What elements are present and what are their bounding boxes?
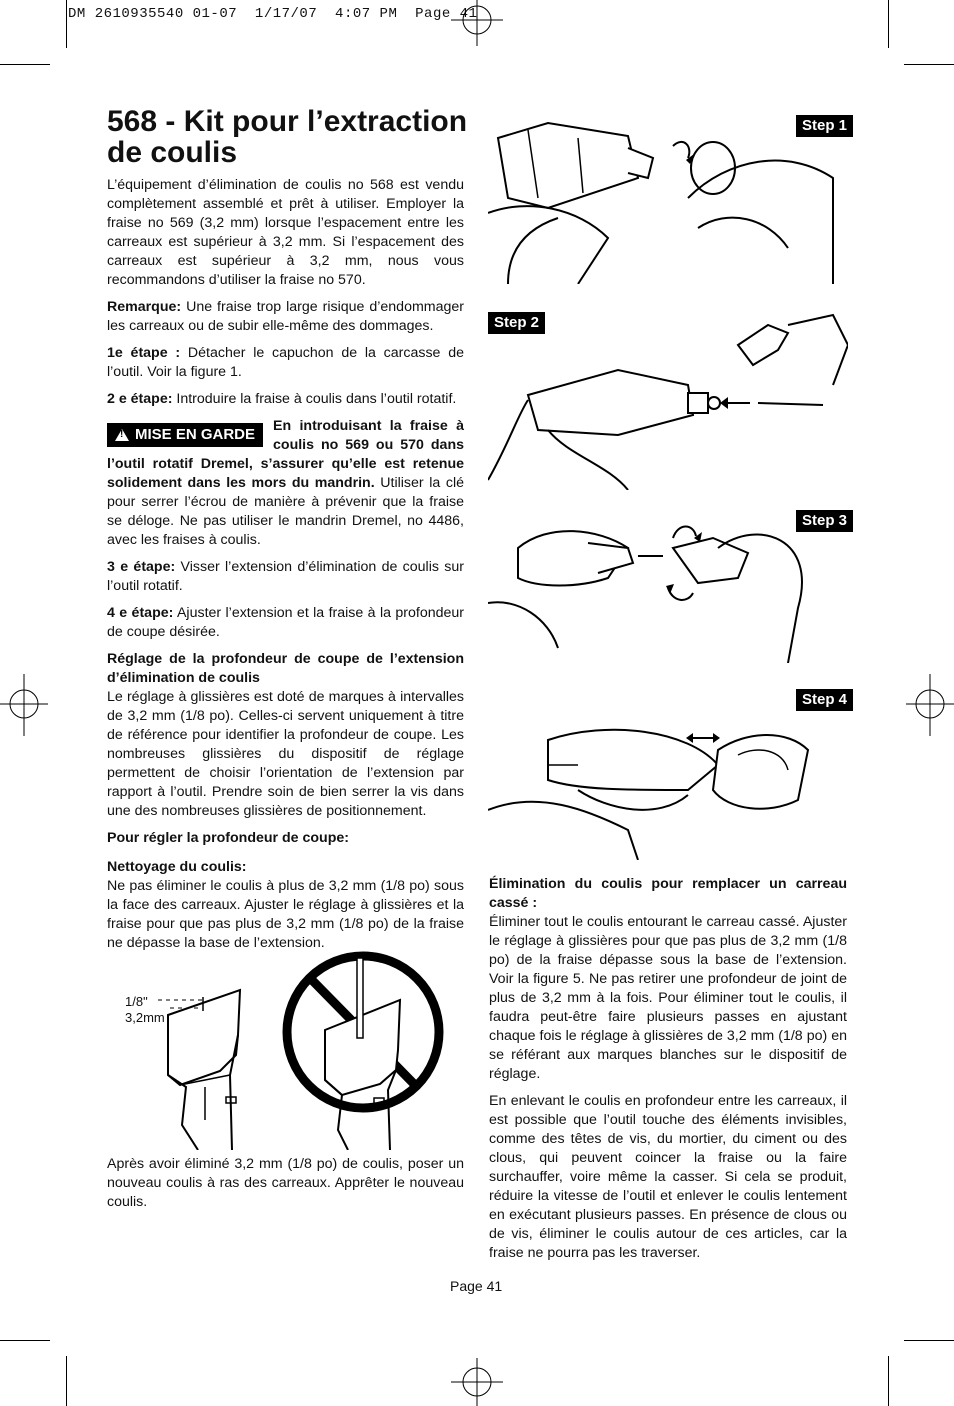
left-column — [107, 176, 464, 961]
elim-paragraph: Éliminer tout le coulis entourant le carreau cassé. Ajuster le réglage à glissières pour que pas plus de 3,2 mm (1/8 po) de la fraise dépasse sous la base de l’extension. Voir la figure 5. Ne pas retirer une profondeur de joint de plus de 3,2 mm à la fois. Pour éliminer tout le coulis, il faudra peut-être faire plusieurs passes en ajustant chaque fois le réglage à glissières de 3,2 mm (1/8 po) en se référant aux marques blanches sur le dispositif de réglage. — [489, 914, 847, 1082]
reglage-paragraph: Le réglage à glissières est doté de marques à intervalles de 3,2 mm (1/8 po). Celles-ci servent uniquement à titre de référence pour identifier la profondeur de coupe. Les nombreuses glissières du dispositif de réglage permettent de choisir l’orientation de l’extension par rapport à l’outil. Prendre soin de bien serrer la vis dans une des nombreuses glissières de positionnement. — [107, 689, 464, 819]
warning-triangle-icon — [115, 429, 129, 441]
right-column-text — [489, 875, 847, 1271]
remarque-paragraph — [107, 298, 464, 336]
warning-bold-text: En introduisant la fraise à coulis no 569 ou 570 dans l’outil rotatif Dremel, s’assurer qu’elle est retenue solidement dans les mors du mandrin. — [107, 418, 464, 491]
registration-mark-top — [447, 0, 507, 50]
step1-illustration — [488, 118, 848, 284]
step3-label: 3 e étape: — [107, 559, 176, 575]
step2-paragraph — [107, 390, 464, 409]
remarque-label: Remarque: — [107, 299, 182, 315]
step2-label: 2 e étape: — [107, 391, 173, 407]
step2-text: Introduire la fraise à coulis dans l’outil rotatif. — [172, 391, 457, 407]
pour-regler-heading — [107, 829, 464, 848]
step4-paragraph — [107, 604, 464, 642]
figure-label-mm: 3,2mm — [125, 1010, 165, 1025]
warning-text: Utiliser la clé pour serrer l’écrou de manière à prévenir que la fraise se déloge. Ne pas utiliser le mandrin Dremel, no 4486, avec les fraises à coulis. — [107, 475, 465, 548]
step1-paragraph — [107, 344, 464, 382]
step2-badge: Step 2 — [488, 312, 545, 334]
pour-regler-text: Pour régler la profondeur de coupe: — [107, 830, 350, 846]
step4-badge: Step 4 — [796, 689, 853, 711]
enlevant-paragraph: En enlevant le coulis en profondeur entre les carreaux, il est possible que l’outil touche des éléments invisibles, comme des têtes de vis, du mortier, du ciment ou des clous, qui peuvent coincer la fraise ou la faire surchauffer, voire même la casser. Si cela se produit, réduire la vitesse de l’outil et enlever le coulis lentement en exécutant plusieurs passes. En présence de clous ou de vis, éliminer le coulis autour de ces articles, car la fraise ne pourra pas les traverser. — [489, 1093, 847, 1261]
elim-heading-text: Élimination du coulis pour remplacer un carreau cassé : — [489, 876, 847, 911]
step1-badge: Step 1 — [796, 115, 853, 137]
warning-paragraph — [107, 417, 464, 550]
step3-text: Visser l’extension d’élimination de coulis sur l’outil rotatif. — [107, 559, 464, 594]
nettoyage-heading — [107, 858, 464, 877]
apres-paragraph: Après avoir éliminé 3,2 mm (1/8 po) de coulis, poser un nouveau coulis à ras des carreaux. Apprêter le nouveau coulis. — [107, 1156, 464, 1210]
nettoyage-heading-text: Nettoyage du coulis: — [107, 859, 247, 875]
print-slug: DM 2610935540 01-07 1/17/07 4:07 PM Page 41 — [68, 6, 478, 22]
step4-label: 4 e étape: — [107, 605, 174, 621]
remarque-text: Une fraise trop large risique d’endommager les carreaux ou de subir elle-même des dommages. — [107, 299, 464, 334]
step1-label: 1e étape : — [107, 345, 181, 361]
registration-mark-right — [904, 670, 954, 740]
step4-illustration — [488, 690, 848, 860]
reglage-heading — [107, 650, 464, 688]
page-number: Page 41 — [450, 1278, 503, 1294]
page-title: 568 - Kit pour l’extraction de coulis — [107, 105, 468, 169]
step3-paragraph — [107, 558, 464, 596]
registration-mark-bottom — [447, 1356, 507, 1406]
reglage-heading-text: Réglage de la profondeur de coupe de l’extension d’élimination de coulis — [107, 651, 464, 686]
step1-text: Détacher le capuchon de la carcasse de l’outil. Voir la figure 1. — [107, 345, 465, 380]
warning-badge-label: MISE EN GARDE — [135, 426, 256, 443]
warning-badge — [107, 423, 263, 447]
step3-badge: Step 3 — [796, 510, 853, 532]
depth-figure-incorrect — [280, 950, 450, 1150]
figure-label-inch: 1/8" — [125, 994, 148, 1009]
elim-heading — [489, 875, 847, 913]
step4-text: Ajuster l’extension et la fraise à la profondeur de coupe désirée. — [107, 605, 465, 640]
registration-mark-left — [0, 670, 50, 740]
step2-illustration — [488, 305, 848, 490]
nettoyage-paragraph: Ne pas éliminer le coulis à plus de 3,2 mm (1/8 po) sous la face des carreaux. Ajuster le réglage à glissières et la fraise pour que pas plus de 3,2 mm (1/8 po) de la fraise ne dépasse la base de l’extension. — [107, 878, 464, 951]
step3-illustration — [488, 508, 848, 663]
intro-paragraph: L’équipement d’élimination de coulis no 568 est vendu complètement assemblé et prêt à utiliser. Employer la fraise no 569 (3,2 mm) lorsque l’espacement entre les carreaux est supérieur à 3,2 mm. Si l’espacement des carreaux est supérieur à 3,2 mm, nous vous recommandons d’utiliser la fraise no 570. — [107, 177, 464, 288]
